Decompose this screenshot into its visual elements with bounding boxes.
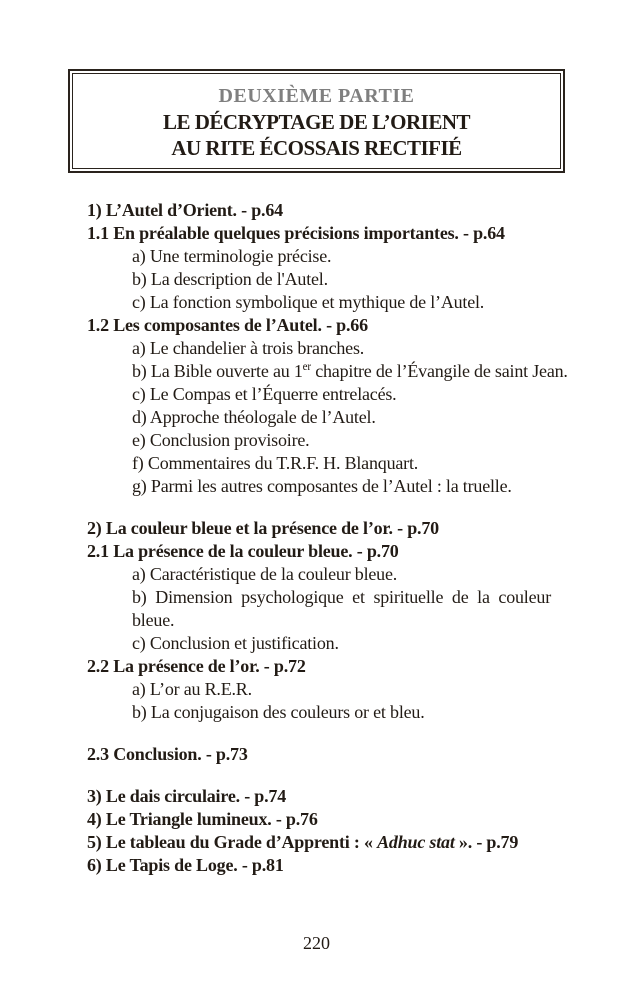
table-of-contents [87,199,568,877]
toc-entry: b) La conjugaison des couleurs or et bleu. [132,702,425,722]
ordinal-superscript: er [302,361,311,373]
toc-entry-text: ». - p.79 [454,832,519,852]
toc-entry-text: 5) Le tableau du Grade d’Apprenti : « [87,832,378,852]
toc-entry: 3) Le dais circulaire. - p.74 [87,786,287,806]
toc-entry-text: chapitre de l’Évangile de saint Jean. [310,361,568,381]
toc-entry: a) Une terminologie précise. [132,246,332,266]
part-header-box [68,69,565,173]
page-number: 220 [303,933,330,953]
part-title-line-1: LE DÉCRYPTAGE DE L’ORIENT [162,110,471,134]
toc-entry: 1) L’Autel d’Orient. - p.64 [87,200,283,220]
part-header-inner-border [72,73,561,169]
toc-entry: g) Parmi les autres composantes de l’Autel : la truelle. [132,476,512,496]
toc-entry: 1.1 En préalable quelques précisions importantes. - p.64 [87,223,505,243]
toc-entry: a) Caractéristique de la couleur bleue. [132,564,398,584]
toc-entry: a) L’or au R.E.R. [132,679,252,699]
toc-entry: e) Conclusion provisoire. [132,430,310,450]
toc-entry: a) Le chandelier à trois branches. [132,338,365,358]
toc-entry: b) La description de l'Autel. [132,269,328,289]
toc-entry: c) Le Compas et l’Équerre entrelacés. [132,384,397,404]
latin-phrase-italic: Adhuc stat [377,832,455,852]
toc-entry: 1.2 Les composantes de l’Autel. - p.66 [87,315,368,335]
toc-entry: d) Approche théologale de l’Autel. [132,407,376,427]
toc-entry: 2.1 La présence de la couleur bleue. - p.70 [87,541,399,561]
part-label: DEUXIÈME PARTIE [218,85,415,107]
toc-entry [87,360,568,383]
toc-entry: 4) Le Triangle lumineux. - p.76 [87,809,318,829]
toc-entry: 2.3 Conclusion. - p.73 [87,744,248,764]
toc-entry-text: b) La Bible ouverte au 1 [132,361,303,381]
toc-entry: c) La fonction symbolique et mythique de l’Autel. [132,292,485,312]
toc-entry: 6) Le Tapis de Loge. - p.81 [87,855,284,875]
toc-entry: f) Commentaires du T.R.F. H. Blanquart. [132,453,419,473]
toc-entry: b) Dimension psychologique et spirituelle de la couleur bleue. [132,587,551,630]
toc-entry: 2.2 La présence de l’or. - p.72 [87,656,306,676]
toc-entry [87,831,551,854]
toc-entry: 2) La couleur bleue et la présence de l’or. - p.70 [87,518,439,538]
toc-entry: c) Conclusion et justification. [132,633,339,653]
part-title-line-2: AU RITE ÉCOSSAIS RECTIFIÉ [171,136,462,160]
